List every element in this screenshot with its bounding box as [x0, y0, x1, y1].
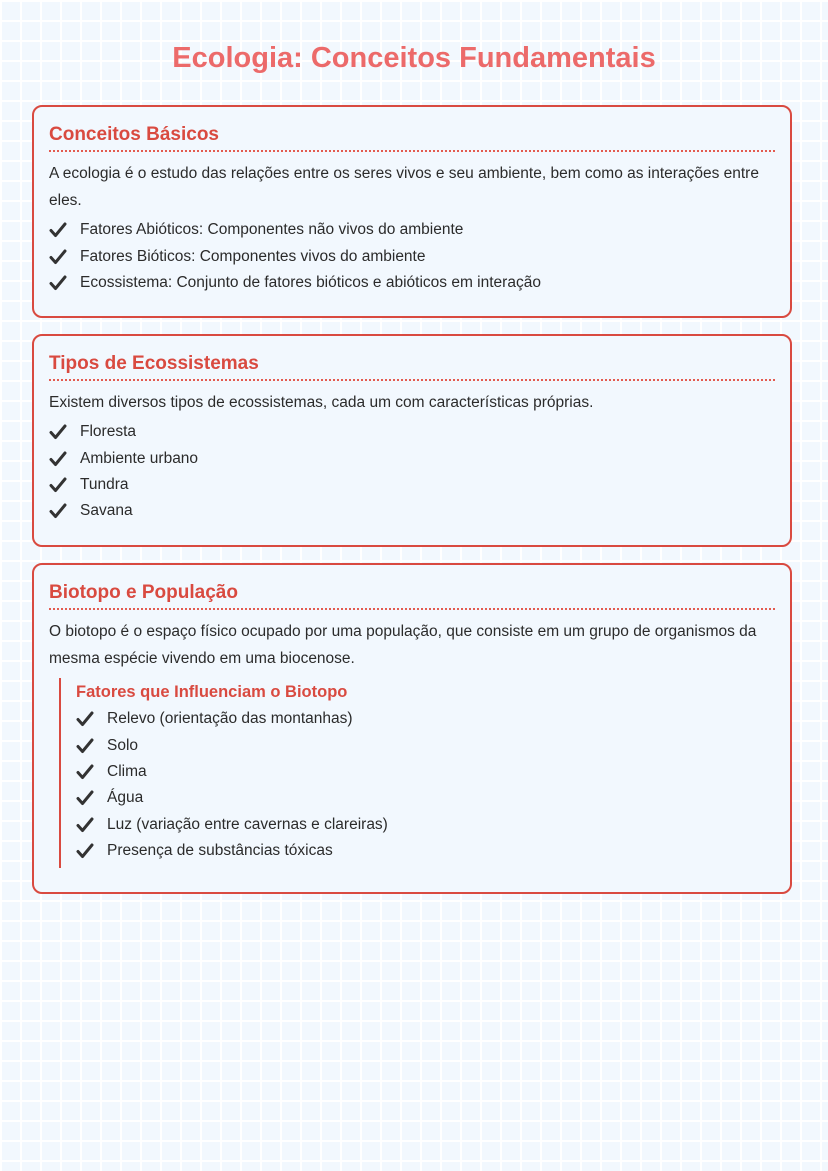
section-conceitos-basicos — [32, 105, 792, 318]
check-icon — [49, 274, 67, 292]
check-list — [49, 419, 775, 525]
section-title: Tipos de Ecossistemas — [49, 351, 775, 381]
check-icon — [49, 476, 67, 494]
list-item-text: Clima — [107, 762, 147, 780]
list-item — [76, 812, 775, 838]
list-item-text: Fatores Abióticos: Componentes não vivos do ambiente — [80, 221, 464, 239]
list-item — [49, 472, 775, 498]
list-item-text: Tundra — [80, 475, 129, 493]
list-item — [49, 419, 775, 445]
list-item — [49, 270, 775, 296]
list-item-text: Água — [107, 789, 144, 807]
list-item — [76, 785, 775, 811]
check-icon — [49, 221, 67, 239]
list-item — [49, 243, 775, 269]
check-list — [49, 217, 775, 296]
list-item — [49, 445, 775, 471]
list-item-text: Relevo (orientação das montanhas) — [107, 710, 353, 728]
list-item — [76, 706, 775, 732]
check-icon — [49, 450, 67, 468]
list-item-text: Presença de substâncias tóxicas — [107, 842, 333, 860]
list-item — [76, 838, 775, 864]
check-icon — [76, 842, 94, 860]
list-item — [76, 759, 775, 785]
list-item-text: Fatores Bióticos: Componentes vivos do ambiente — [80, 247, 426, 265]
check-icon — [76, 816, 94, 834]
section-title: Conceitos Básicos — [49, 122, 775, 152]
subsection-title: Fatores que Influenciam o Biotopo — [76, 683, 348, 701]
check-list — [76, 706, 775, 864]
list-item-text: Luz (variação entre cavernas e clareiras) — [107, 815, 388, 833]
check-icon — [76, 789, 94, 807]
list-item-text: Ecossistema: Conjunto de fatores bióticos e abióticos em interação — [80, 273, 541, 291]
section-text: Existem diversos tipos de ecossistemas, cada um com características próprias. — [49, 394, 594, 411]
check-icon — [76, 710, 94, 728]
list-item-text: Solo — [107, 736, 139, 754]
check-icon — [49, 248, 67, 266]
section-text: A ecologia é o estudo das relações entre os seres vivos e seu ambiente, bem como as interações entre eles. — [49, 165, 759, 209]
list-item-text: Ambiente urbano — [80, 449, 199, 467]
list-item — [49, 498, 775, 524]
section-biotopo-e-populacao — [32, 563, 792, 894]
list-item-text: Savana — [80, 502, 133, 520]
check-icon — [49, 423, 67, 441]
section-tipos-de-ecossistemas — [32, 334, 792, 547]
list-item-text: Floresta — [80, 423, 136, 441]
check-icon — [49, 502, 67, 520]
subsection-fatores-biotopo — [59, 678, 775, 868]
check-icon — [76, 737, 94, 755]
list-item — [76, 732, 775, 758]
section-text: O biotopo é o espaço físico ocupado por uma população, que consiste em um grupo de organismos da mesma espécie vivendo em uma biocenose. — [49, 623, 757, 667]
page-title: Ecologia: Conceitos Fundamentais — [172, 42, 656, 74]
list-item — [49, 217, 775, 243]
section-title: Biotopo e População — [49, 580, 775, 610]
check-icon — [76, 763, 94, 781]
